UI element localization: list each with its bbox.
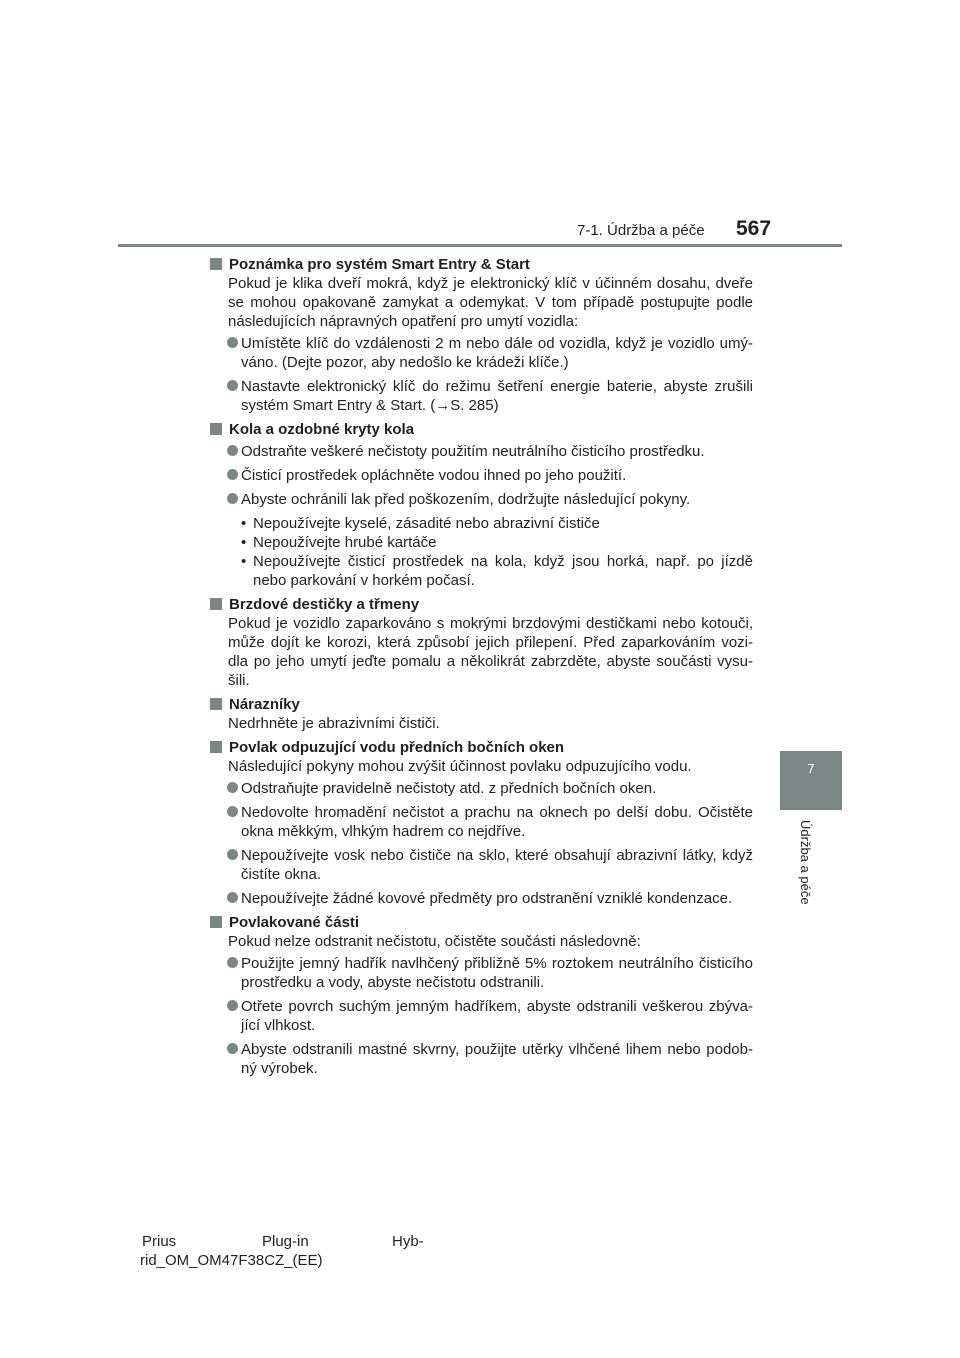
section-heading-text: Kola a ozdobné kryty kola (229, 421, 415, 438)
footer-word-3: Hyb- (392, 1233, 424, 1250)
list-item: Nedovolte hromadění nečistot a prachu na oknech po delší dobu. Očistěte okna měkkým, vlhkým hadrem co nejdříve. (210, 803, 753, 841)
section-heading-text: Brzdové destičky a třmeny (229, 596, 420, 613)
list-item: Nepoužívejte vosk nebo čističe na sklo, které obsahují abrazivní látky, když čistíte okna. (210, 846, 753, 884)
page-number: 567 (736, 217, 772, 240)
circle-bullet-icon (227, 892, 238, 903)
list-item: Abyste odstranili mastné skvrny, použijte utěrky vlhčené lihem nebo podob-ný výrobek. (210, 1040, 753, 1078)
section-paragraph: Následující pokyny mohou zvýšit účinnost povlaku odpuzujícího vodu. (228, 758, 692, 775)
section-wheels (210, 420, 753, 590)
circle-bullet-icon (227, 445, 238, 456)
footer-word-1: Prius (142, 1233, 177, 1250)
footer-doc-id (142, 1232, 442, 1270)
section-paragraph: Pokud je vozidlo zaparkováno s mokrými brzdovými destičkami nebo kotouči, může dojít ke korozi, která způsobí jejich přilepení. Před zaparkováním vozi-dla po jeho umytí jeďte pomalu a několikrát zabrzděte, abyste součásti vysu-šili. (228, 615, 753, 689)
list-item: Umístěte klíč do vzdálenosti 2 m nebo dále od vozidla, když je vozidlo umý-váno. (Dejte pozor, aby nedošlo ke krádeži klíče.) (210, 334, 753, 372)
circle-bullet-icon (227, 337, 238, 348)
footer-word-2: Plug-in (262, 1233, 309, 1250)
dot-bullet-icon: • (241, 553, 247, 570)
square-bullet-icon (210, 598, 222, 610)
chapter-tab (780, 751, 842, 810)
section-brakes (210, 595, 753, 690)
section-heading (210, 420, 753, 439)
square-bullet-icon (210, 916, 222, 928)
square-bullet-icon (210, 741, 222, 753)
header-section-title: 7-1. Údržba a péče (577, 222, 705, 239)
circle-bullet-icon (227, 957, 238, 968)
section-heading (210, 595, 753, 614)
footer-line-2: rid_OM_OM47F38CZ_(EE) (140, 1252, 323, 1269)
circle-bullet-icon (227, 469, 238, 480)
section-paragraph: Pokud je klika dveří mokrá, když je elektronický klíč v účinném dosahu, dveře se mohou opakovaně zamykat a odemykat. V tom případě postupujte podle následujících nápravných opatření pro umytí vozidla: (228, 275, 753, 330)
section-heading-text: Poznámka pro systém Smart Entry & Start (229, 256, 530, 273)
list-item: Odstraňte veškeré nečistoty použitím neutrálního čisticího prostředku. (210, 442, 753, 461)
square-bullet-icon (210, 698, 222, 710)
section-heading (210, 255, 753, 274)
square-bullet-icon (210, 423, 222, 435)
section-paragraph: Pokud nelze odstranit nečistotu, očistěte součásti následovně: (228, 933, 641, 950)
list-item: Otřete povrch suchým jemným hadříkem, abyste odstranili veškerou zbýva-jící vlhkost. (210, 997, 753, 1035)
sub-list-item: • Nepoužívejte hrubé kartáče (241, 534, 437, 551)
section-window-coating (210, 738, 753, 908)
section-coated-parts (210, 913, 753, 1078)
list-item: Abyste ochránili lak před poškozením, dodržujte následující pokyny. (210, 490, 753, 509)
circle-bullet-icon (227, 849, 238, 860)
section-heading (210, 695, 753, 714)
circle-bullet-icon (227, 806, 238, 817)
list-item: Nastavte elektronický klíč do režimu šetření energie baterie, abyste zrušili systém Smart Entry & Start. (→S. 285) (210, 377, 753, 415)
section-bumpers (210, 695, 753, 733)
page-content (210, 255, 753, 1083)
circle-bullet-icon (227, 493, 238, 504)
section-heading-text: Povlak odpuzující vodu předních bočních oken (229, 739, 565, 756)
square-bullet-icon (210, 258, 222, 270)
section-heading (210, 913, 753, 932)
circle-bullet-icon (227, 1000, 238, 1011)
chapter-title: Údržba a péče (798, 820, 813, 905)
section-smart-entry (210, 255, 753, 415)
section-paragraph: Nedrhněte je abrazivními čističi. (228, 715, 440, 732)
section-heading-text: Nárazníky (229, 696, 300, 713)
list-item: Použijte jemný hadřík navlhčený přibližně 5% roztokem neutrálního čisticího prostředku a vody, abyste nečistotu odstranili. (210, 954, 753, 992)
circle-bullet-icon (227, 380, 238, 391)
header-divider (118, 244, 842, 247)
chapter-number: 7 (807, 761, 815, 776)
section-heading-text: Povlakované části (229, 914, 360, 931)
sub-list-item: • Nepoužívejte čisticí prostředek na kola, když jsou horká, např. po jízdě nebo parkování v horkém počasí. (241, 553, 753, 589)
list-item: Odstraňujte pravidelně nečistoty atd. z předních bočních oken. (210, 779, 753, 798)
dot-bullet-icon: • (241, 515, 247, 532)
dot-bullet-icon: • (241, 534, 247, 551)
section-heading (210, 738, 753, 757)
list-item: Nepoužívejte žádné kovové předměty pro odstranění vzniklé kondenzace. (210, 889, 753, 908)
circle-bullet-icon (227, 782, 238, 793)
sub-list-item: • Nepoužívejte kyselé, zásadité nebo abrazivní čističe (241, 515, 600, 532)
circle-bullet-icon (227, 1043, 238, 1054)
list-item: Čisticí prostředek opláchněte vodou ihned po jeho použití. (210, 466, 753, 485)
